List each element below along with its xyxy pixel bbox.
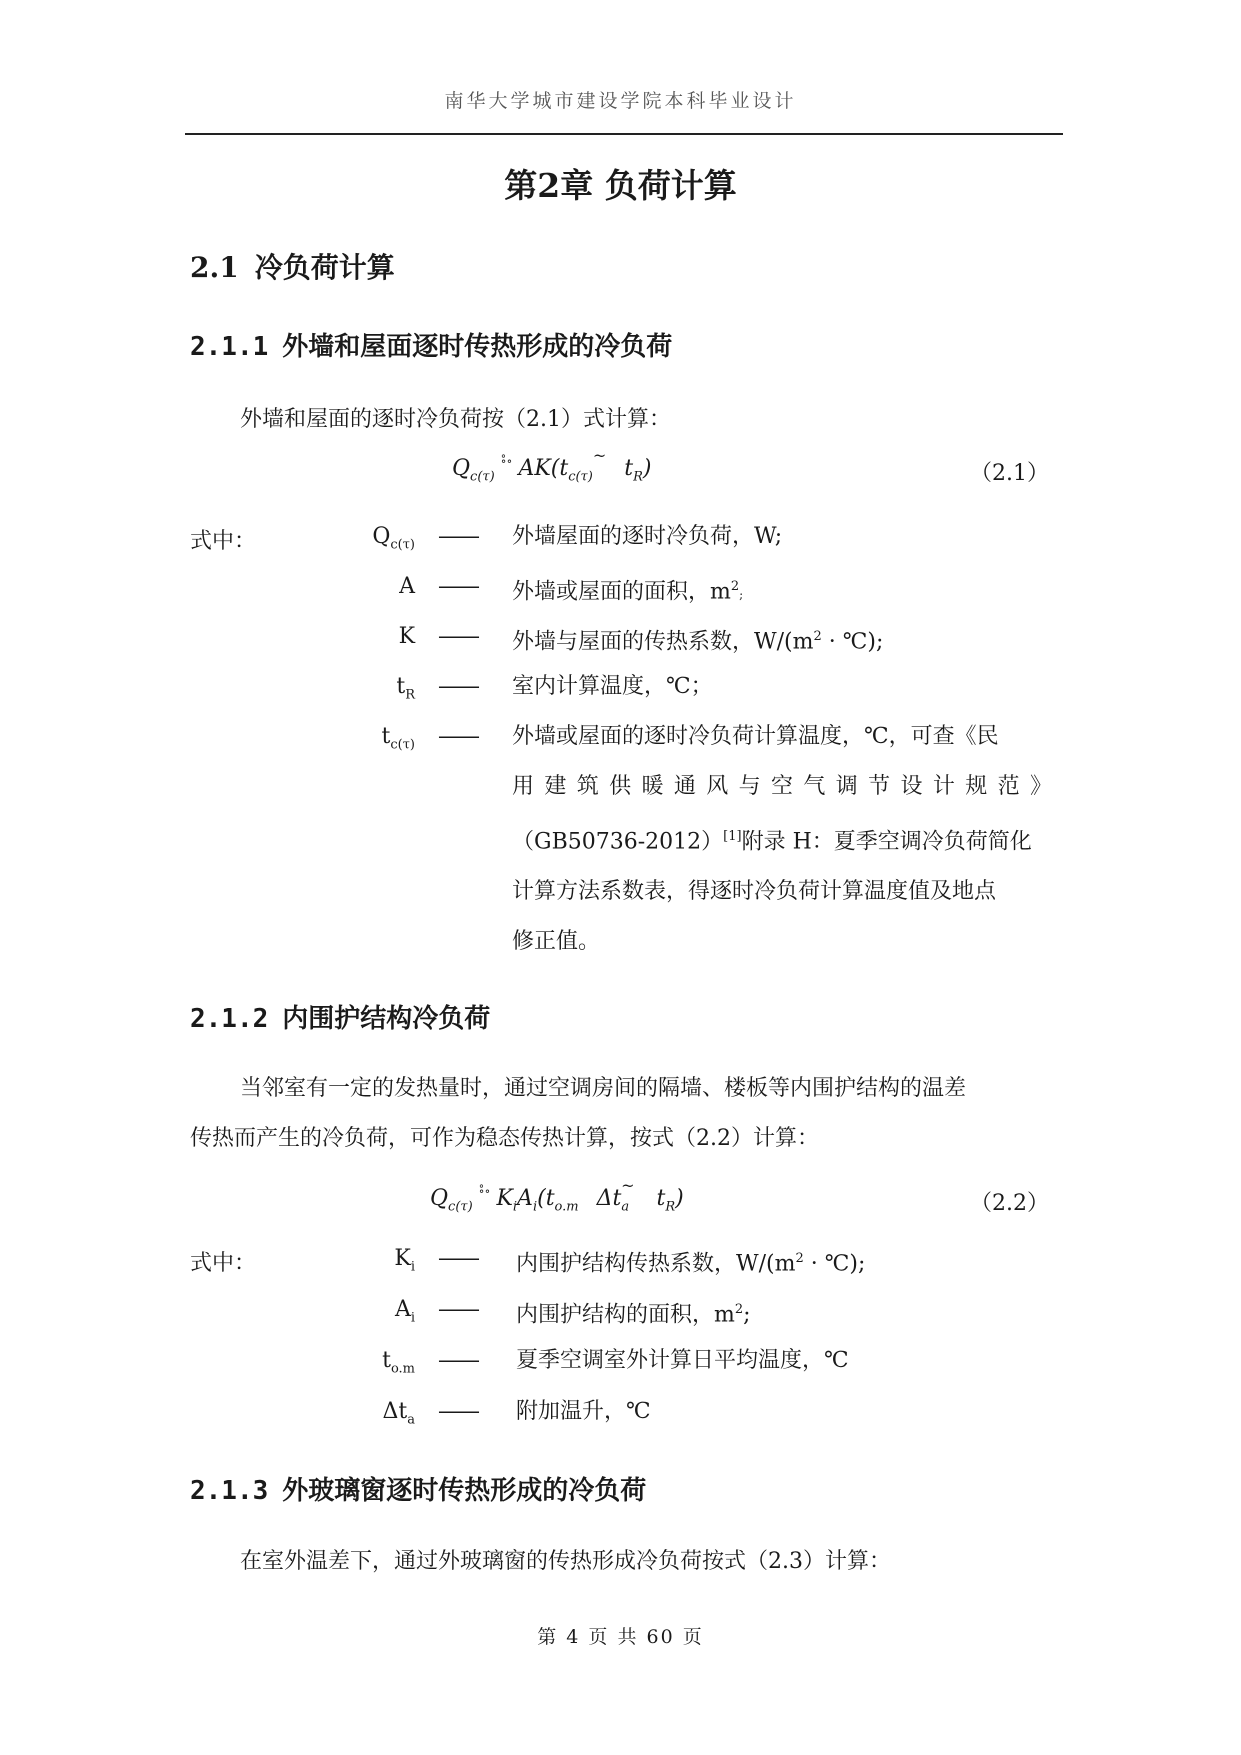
term-description: 附加温升，℃ bbox=[516, 1399, 651, 1424]
term-description: 外墙与屋面的传热系数，$W/(m^2$ · ℃); bbox=[512, 629, 884, 655]
term-symbol: A bbox=[399, 574, 415, 599]
term-description: 室内计算温度，℃； bbox=[512, 674, 713, 699]
term-dash: —— bbox=[438, 674, 478, 699]
term-symbol: $t_R$ bbox=[396, 674, 415, 703]
term-description: 外墙或屋面的面积，$m^2$; bbox=[512, 579, 744, 605]
paragraph: 外墙和屋面的逐时冷负荷按（2.1）式计算： bbox=[240, 407, 671, 432]
term-symbol: $t_{o.m}$ bbox=[382, 1348, 415, 1377]
section-heading-2-1-3 bbox=[190, 1470, 646, 1507]
section-heading-2-1-2 bbox=[190, 998, 490, 1035]
term-description: 内围护结构传热系数，$W/(m^2$ · ℃); bbox=[516, 1251, 866, 1277]
header-rule bbox=[185, 133, 1063, 135]
term-description: 夏季空调室外计算日平均温度，℃ bbox=[516, 1348, 849, 1373]
section-number: 2.1.2 bbox=[190, 1004, 269, 1034]
running-header: 南华大学城市建设学院本科毕业设计 bbox=[444, 90, 797, 112]
section-number: 2.1.3 bbox=[190, 1476, 269, 1506]
where-label: 式中： bbox=[190, 1251, 257, 1276]
section-title: 外墙和屋面逐时传热形成的冷负荷 bbox=[282, 332, 673, 362]
term-symbol: $t_{c(\tau)}$ bbox=[381, 724, 415, 753]
term-dash: —— bbox=[438, 1399, 478, 1424]
section-number: 2.1.1 bbox=[190, 332, 269, 362]
chapter-title: 第2章 负荷计算 bbox=[504, 166, 737, 205]
term-dash: —— bbox=[438, 624, 478, 649]
term-symbol: $\Delta t_a$ bbox=[382, 1399, 415, 1428]
term-dash: —— bbox=[438, 574, 478, 599]
term-symbol: K bbox=[398, 624, 415, 649]
term-description: 外墙或屋面的逐时冷负荷计算温度，℃，可查《民 用建筑供暖通风与空气调节设计规范》 （GB50736-2012）[1]附录 H：夏季空调冷负荷简化 计算方法系数表，得逐时冷负荷计算温度值及地点 修正值。 bbox=[512, 724, 1052, 955]
term-dash: —— bbox=[438, 1246, 478, 1271]
term-dash: —— bbox=[438, 1297, 478, 1322]
section-title: 内围护结构冷负荷 bbox=[282, 1004, 491, 1034]
term-dash: —— bbox=[438, 724, 478, 749]
equation-number: （2.1） bbox=[970, 461, 1049, 486]
term-description: 内围护结构的面积，$m^2$; bbox=[516, 1302, 751, 1328]
section-title: 外玻璃窗逐时传热形成的冷负荷 bbox=[282, 1476, 647, 1506]
paragraph: 当邻室有一定的发热量时，通过空调房间的隔墙、楼板等内围护结构的温差 传热而产生的冷负荷，可作为稳态传热计算，按式（2.2）计算： bbox=[190, 1076, 967, 1151]
term-dash: —— bbox=[438, 524, 478, 549]
term-description: 外墙屋面的逐时冷负荷，W; bbox=[512, 524, 783, 549]
section-heading-2-1-1 bbox=[190, 326, 672, 363]
equation-2-1: $Q_{c(\tau)}^{\circ̊\circ}$ $AK(t_{c(\tau)}^\sim t_R)$ bbox=[452, 446, 652, 485]
paragraph: 在室外温差下，通过外玻璃窗的传热形成冷负荷按式（2.3）计算： bbox=[240, 1549, 891, 1574]
page-footer: 第 4 页 共 60 页 bbox=[537, 1626, 704, 1648]
section-heading-2-1 bbox=[190, 246, 395, 286]
section-number: 2.1 bbox=[190, 251, 239, 284]
term-dash: —— bbox=[438, 1348, 478, 1373]
term-symbol: $Q_{c(\tau)}$ bbox=[372, 524, 415, 553]
equation-2-2: $Q_{c(\tau)}^{\circ̊\circ}$ $K_iA_i(t_{o.m}$ $\Delta t_a^\sim t_R$) bbox=[430, 1176, 684, 1215]
citation: [1] bbox=[723, 829, 742, 844]
equation-number: （2.2） bbox=[970, 1191, 1049, 1216]
section-title: 冷负荷计算 bbox=[254, 251, 395, 284]
term-symbol: $K_i$ bbox=[394, 1246, 415, 1275]
term-symbol: $A_i$ bbox=[394, 1297, 415, 1326]
where-label: 式中： bbox=[190, 529, 257, 554]
